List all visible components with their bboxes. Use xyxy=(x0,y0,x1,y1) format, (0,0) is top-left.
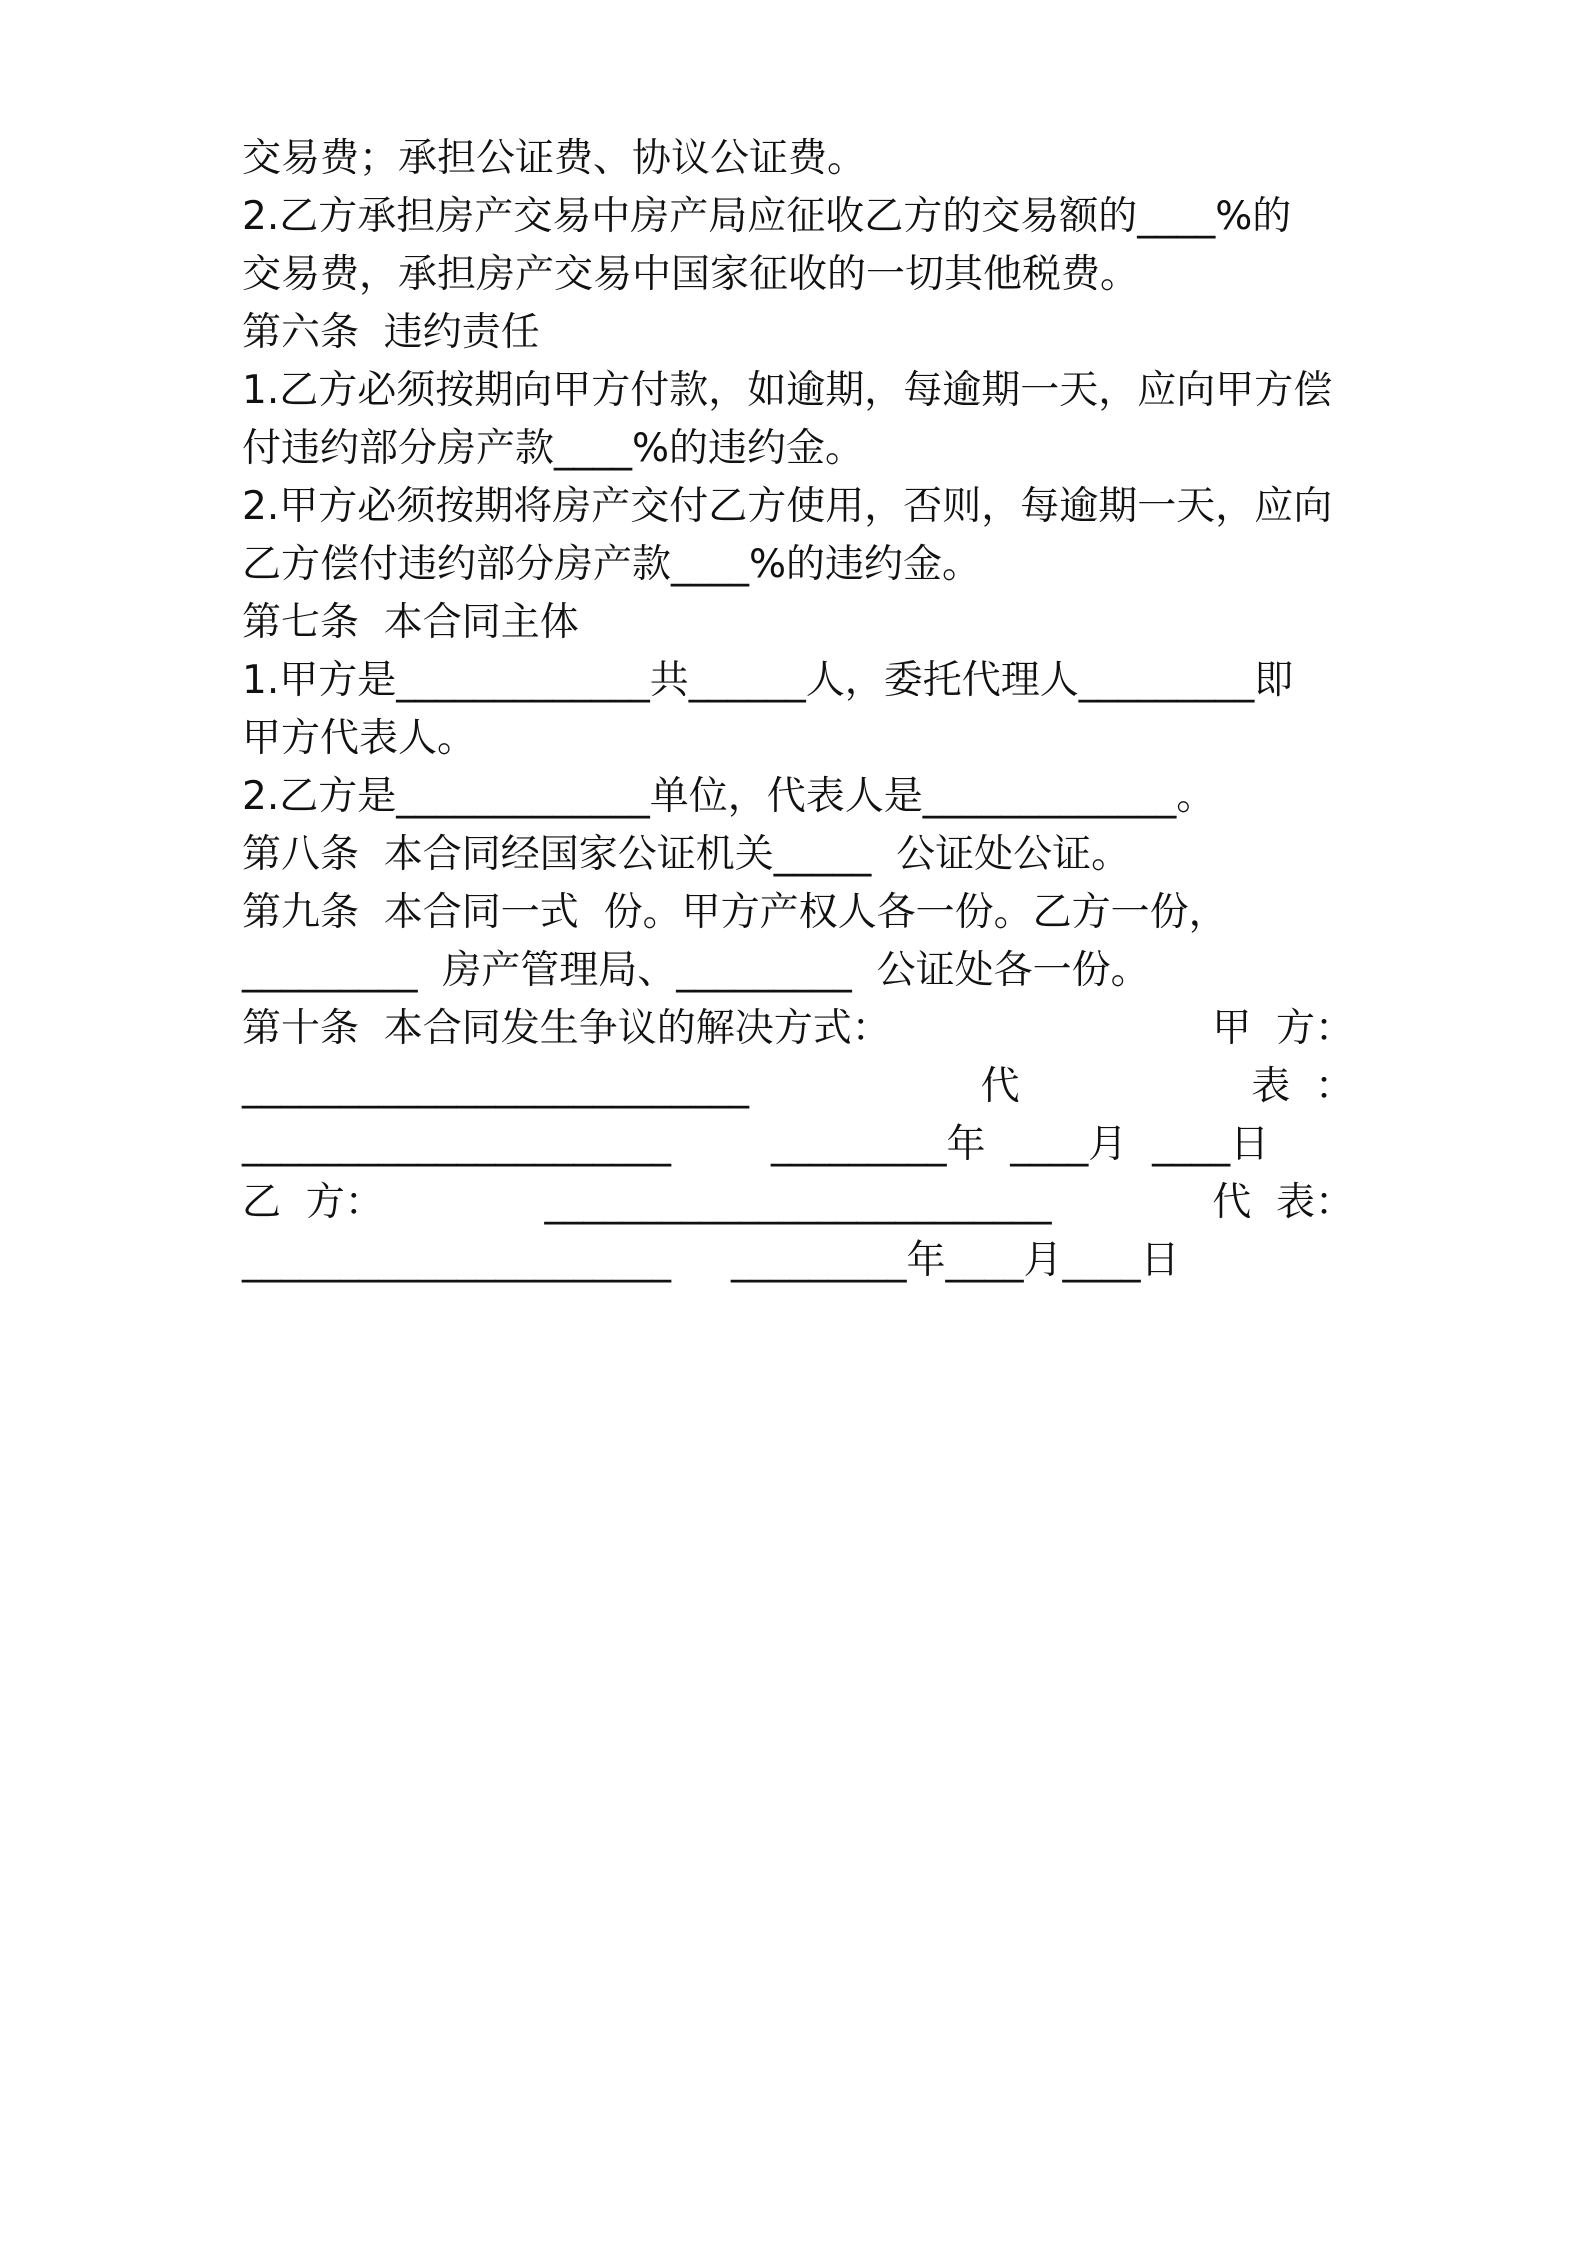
text-line: 乙方偿付违约部分房产款____%的违约金。 xyxy=(242,542,982,587)
blank-line: __________________________ xyxy=(544,1180,1052,1225)
representative-label-end: 表 ： xyxy=(1251,1064,1354,1109)
party-a-label: 甲 方： xyxy=(1212,1006,1354,1051)
text-line: 交易费；承担公证费、协议公证费。 xyxy=(242,136,867,181)
section-heading: 第六条 违约责任 xyxy=(242,310,540,355)
party-b-label: 乙 方： xyxy=(242,1180,384,1225)
representative-label-start: 代 xyxy=(980,1064,1020,1109)
text-line: 2.乙方承担房产交易中房产局应征收乙方的交易额的____%的 xyxy=(242,194,1292,239)
text-line: 1.乙方必须按期向甲方付款，如逾期，每逾期一天，应向甲方偿 xyxy=(242,368,1333,413)
text-line: _________ 房产管理局、_________ 公证处各一份。 xyxy=(242,948,1150,993)
representative-label: 代 表： xyxy=(1212,1180,1354,1225)
text-line: 付违约部分房产款____%的违约金。 xyxy=(242,426,865,471)
text-line: 2.甲方必须按期将房产交付乙方使用，否则，每逾期一天，应向 xyxy=(242,484,1333,529)
blank-line: ______________________ xyxy=(242,1122,671,1167)
signing-date: _________年____月____日 xyxy=(731,1238,1180,1283)
text-line: 第九条 本合同一式 份。甲方产权人各一份。乙方一份， xyxy=(242,890,1228,935)
text-line: 1.甲方是_____________共______人，委托代理人_________即 xyxy=(242,658,1294,703)
dispute-clause: 第十条 本合同发生争议的解决方式： xyxy=(242,1006,891,1051)
blank-line: ______________________ xyxy=(242,1238,671,1283)
section-heading: 第七条 本合同主体 xyxy=(242,600,579,645)
text-line: 第八条 本合同经国家公证机关_____ 公证处公证。 xyxy=(242,832,1131,877)
signing-date: _________年 ____月 ____日 xyxy=(771,1122,1270,1167)
text-line: 甲方代表人。 xyxy=(242,716,477,761)
text-line: 交易费，承担房产交易中国家征收的一切其他税费。 xyxy=(242,252,1140,297)
text-line: 2.乙方是_____________单位，代表人是_____________。 xyxy=(242,774,1216,819)
blank-line: __________________________ xyxy=(242,1064,749,1109)
date-row xyxy=(242,1219,1354,1303)
